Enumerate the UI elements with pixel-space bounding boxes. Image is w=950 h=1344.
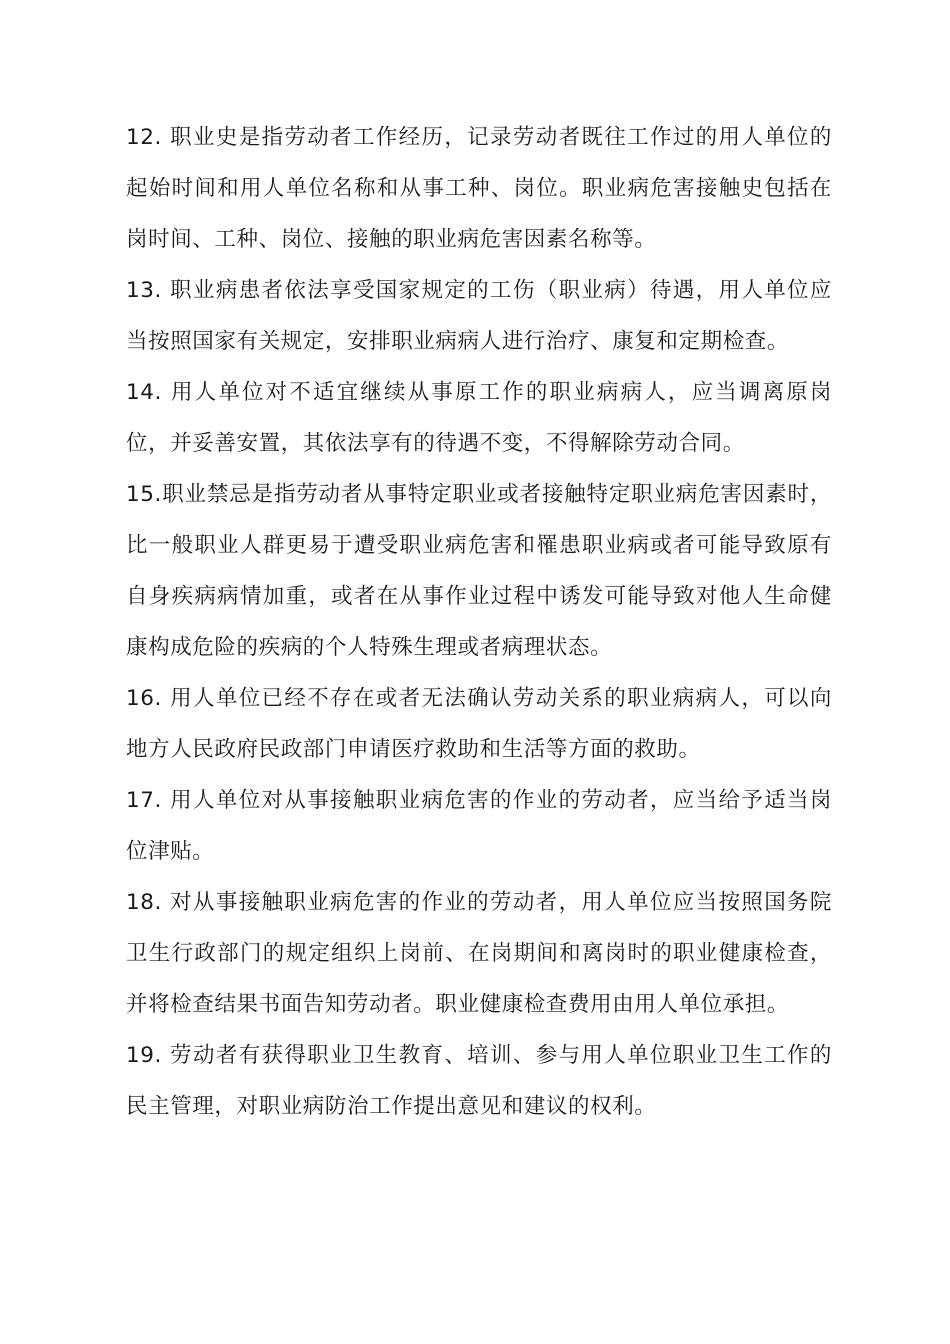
paragraph-13: 13. 职业病患者依法享受国家规定的工伤（职业病）待遇，用人单位应当按照国家有关规定，安排职业病病人进行治疗、康复和定期检查。 [126,278,832,354]
paragraph-19: 19. 劳动者有获得职业卫生教育、培训、参与用人单位职业卫生工作的民主管理，对职业病防治工作提出意见和建议的权利。 [126,1043,832,1119]
paragraph-14: 14. 用人单位对不适宜继续从事原工作的职业病病人，应当调离原岗位，并妥善安置，其依法享有的待遇不变，不得解除劳动合同。 [126,380,832,456]
paragraph-12: 12. 职业史是指劳动者工作经历，记录劳动者既往工作过的用人单位的起始时间和用人单位名称和从事工种、岗位。职业病危害接触史包括在岗时间、工种、岗位、接触的职业病危害因素名称等。 [126,125,832,252]
paragraph-15: 15.职业禁忌是指劳动者从事特定职业或者接触特定职业病危害因素时，比一般职业人群更易于遭受职业病危害和罹患职业病或者可能导致原有自身疾病病情加重，或者在从事作业过程中诱发可能导致对他人生命健康构成危险的疾病的个人特殊生理或者病理状态。 [126,482,832,660]
document-body [126,112,832,1132]
paragraph-18: 18. 对从事接触职业病危害的作业的劳动者，用人单位应当按照国务院卫生行政部门的规定组织上岗前、在岗期间和离岗时的职业健康检查，并将检查结果书面告知劳动者。职业健康检查费用由用人单位承担。 [126,890,832,1017]
paragraph-17: 17. 用人单位对从事接触职业病危害的作业的劳动者，应当给予适当岗位津贴。 [126,788,832,864]
paragraph-16: 16. 用人单位已经不存在或者无法确认劳动关系的职业病病人，可以向地方人民政府民政部门申请医疗救助和生活等方面的救助。 [126,686,832,762]
